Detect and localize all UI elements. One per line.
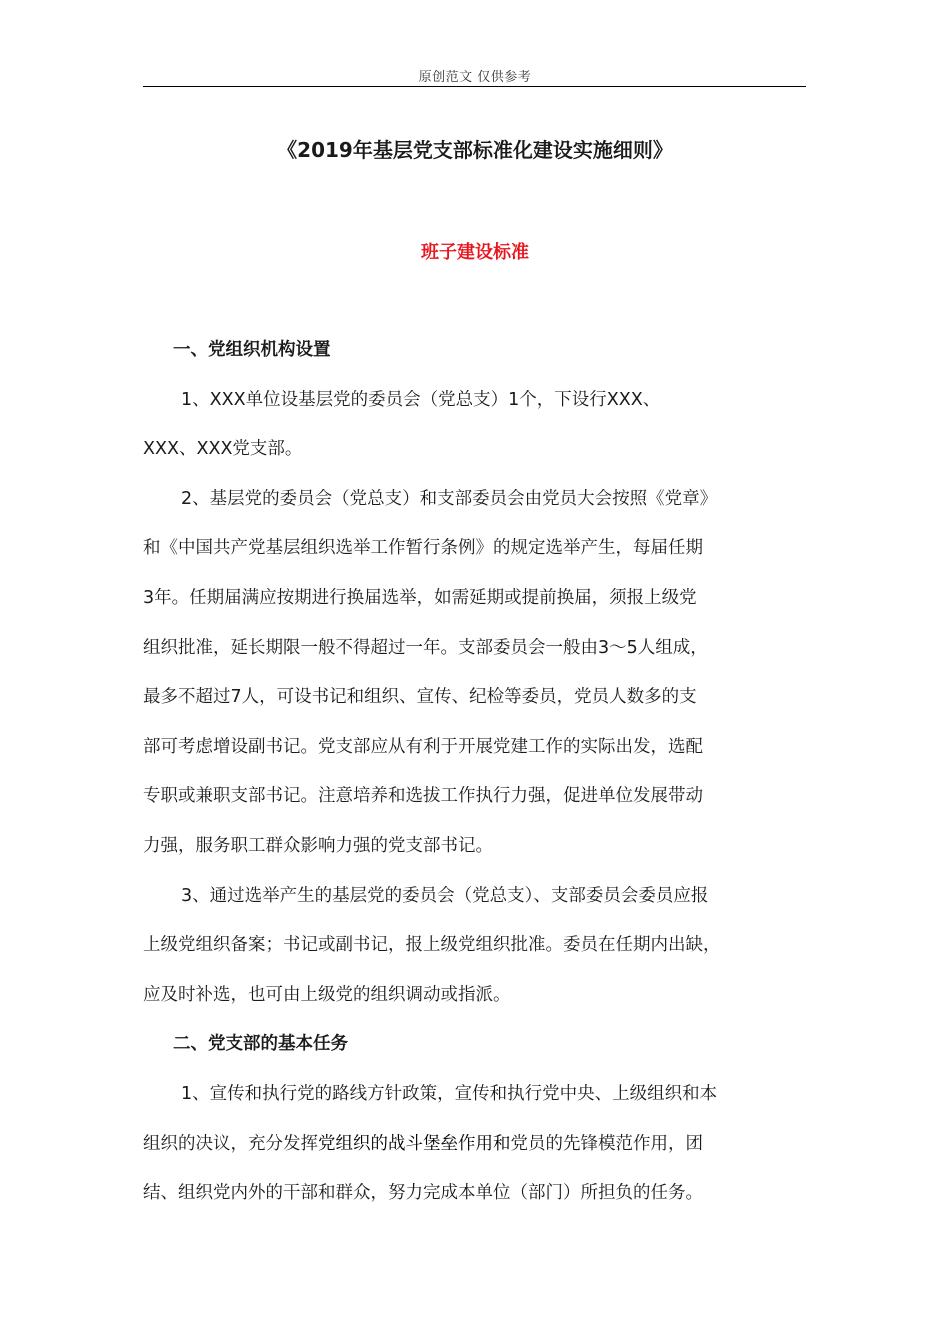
text-line: 1、宣传和执行党的路线方针政策，宣传和执行党中央、上级组织和本 [181,1083,718,1104]
part2-paragraph-1 [143,1070,815,1219]
text-segment: 组织的决议，充分发挥 [143,1133,318,1154]
text-segment: 党员的先锋模范作用，团 [510,1133,703,1154]
text-line: XXX、XXX党支部。 [143,439,303,460]
text-line: 最多不超过7人，可设书记和组织、宣传、纪检等委员，党员人数多的支 [143,687,697,708]
text-line: 组织批准，延长期限一般不得超过一年。支部委员会一般由3～5人组成， [143,637,708,658]
part1-paragraph-2 [143,475,815,872]
text-line: 结、组织党内外的干部和群众，努力完成本单位（部门）所担负的任务。 [143,1183,703,1204]
part2-heading: 二、党支部的基本任务 [173,1034,348,1055]
part1-heading: 一、党组织机构设置 [173,340,331,360]
text-line: 1、XXX单位设基层党的委员会（党总支）1个，下设行XXX、 [181,389,661,410]
text-line: 上级党组织备案；书记或副书记，报上级党组织批准。委员在任期内出缺， [143,935,721,956]
section-title: 班子建设标准 [421,242,529,263]
text-line: 3年。任期届满应按期进行换届选举，如需延期或提前换届，须报上级党 [143,587,697,608]
text-line: 部可考虑增设副书记。党支部应从有利于开展党建工作的实际出发，选配 [143,736,703,757]
text-line: 和《中国共产党基层组织选举工作暂行条例》的规定选举产生，每届任期 [143,538,703,559]
emphasized-text: 党组织的战斗堡垒作用和 [318,1133,511,1154]
text-line: 专职或兼职支部书记。注意培养和选拔工作执行力强，促进单位发展带动 [143,786,703,807]
document-title: 《2019年基层党支部标准化建设实施细则》 [277,138,673,162]
header-note: 原创范文 仅供参考 [418,70,532,85]
text-line [143,1120,815,1170]
text-line: 3、通过选举产生的基层党的委员会（党总支）、支部委员会委员应报 [181,885,709,906]
header-divider [143,86,806,87]
part1-paragraph-3 [143,872,815,1021]
text-line: 2、基层党的委员会（党总支）和支部委员会由党员大会按照《党章》 [181,488,718,509]
document-body [143,326,815,1219]
text-line: 力强，服务职工群众影响力强的党支部书记。 [143,835,493,856]
part1-paragraph-1 [143,376,815,475]
text-line: 应及时补选，也可由上级党的组织调动或指派。 [143,984,511,1005]
